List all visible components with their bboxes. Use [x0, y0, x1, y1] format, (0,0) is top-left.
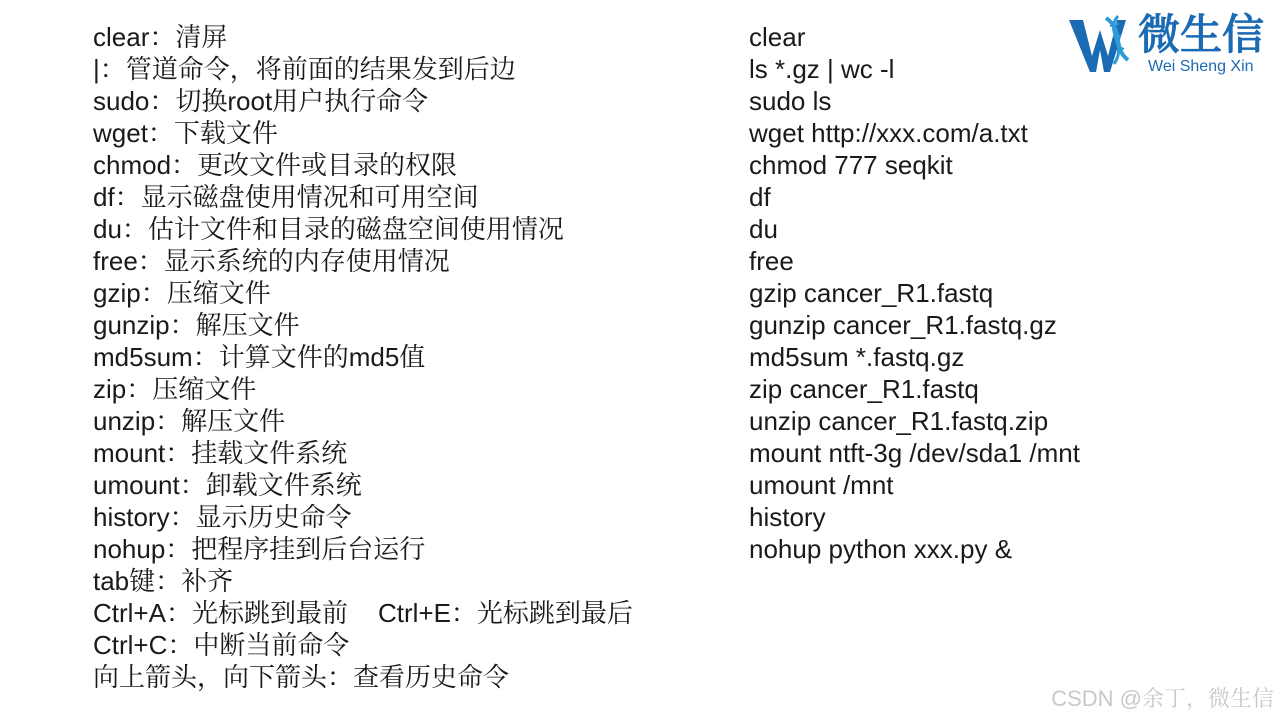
desc-wget: wget：下载文件: [93, 118, 278, 148]
desc-df: df：显示磁盘使用情况和可用空间: [93, 182, 479, 212]
cmd-df: df: [749, 182, 771, 212]
cmd-umount: umount /mnt: [749, 470, 894, 500]
desc-ctrl-shortcuts: [93, 597, 633, 629]
cmd-gunzip: gunzip cancer_R1.fastq.gz: [749, 310, 1057, 340]
desc-md5sum: md5sum：计算文件的md5值: [93, 342, 426, 372]
csdn-watermark: CSDN @余丁，微生信: [1051, 686, 1274, 711]
desc-chmod: chmod：更改文件或目录的权限: [93, 150, 458, 180]
desc-zip: zip：压缩文件: [93, 374, 257, 404]
cmd-clear: clear: [749, 22, 806, 52]
desc-clear: clear：清屏: [93, 22, 228, 52]
cmd-unzip: unzip cancer_R1.fastq.zip: [749, 406, 1049, 436]
desc-arrow-keys: 向上箭头，向下箭头：查看历史命令: [93, 662, 510, 692]
cmd-history: history: [749, 502, 826, 532]
cmd-wget: wget http://xxx.com/a.txt: [749, 118, 1028, 148]
cmd-nohup: nohup python xxx.py &: [749, 534, 1013, 564]
desc-ctrl-a: Ctrl+A：光标跳到最前: [93, 598, 348, 628]
desc-gzip: gzip：压缩文件: [93, 278, 271, 308]
desc-umount: umount：卸载文件系统: [93, 470, 362, 500]
desc-du: du：估计文件和目录的磁盘空间使用情况: [93, 214, 564, 244]
desc-nohup: nohup：把程序挂到后台运行: [93, 534, 426, 564]
cmd-pipe: ls *.gz | wc -l: [749, 54, 895, 84]
desc-mount: mount：挂载文件系统: [93, 438, 348, 468]
logo-subtitle: Wei Sheng Xin: [1148, 58, 1254, 75]
cmd-md5sum: md5sum *.fastq.gz: [749, 342, 965, 372]
description-list: [93, 21, 633, 693]
desc-ctrl-c: Ctrl+C：中断当前命令: [93, 630, 350, 660]
cmd-sudo: sudo ls: [749, 86, 832, 116]
desc-history: history：显示历史命令: [93, 502, 352, 532]
brand-logo: [1066, 10, 1272, 80]
cmd-chmod: chmod 777 seqkit: [749, 150, 953, 180]
desc-free: free：显示系统的内存使用情况: [93, 246, 450, 276]
cmd-gzip: gzip cancer_R1.fastq: [749, 278, 994, 308]
cmd-free: free: [749, 246, 794, 276]
desc-ctrl-e: Ctrl+E：光标跳到最后: [377, 598, 633, 628]
desc-unzip: unzip：解压文件: [93, 406, 286, 436]
w-dna-logo-icon: [1066, 14, 1138, 76]
cmd-zip: zip cancer_R1.fastq: [749, 374, 979, 404]
logo-title: 微生信: [1138, 11, 1265, 58]
desc-sudo: sudo：切换root用户执行命令: [93, 86, 429, 116]
command-example-list: [749, 21, 1080, 565]
cmd-mount: mount ntft-3g /dev/sda1 /mnt: [749, 438, 1080, 468]
desc-gunzip: gunzip：解压文件: [93, 310, 300, 340]
desc-pipe: |：管道命令，将前面的结果发到后边: [93, 54, 516, 84]
cmd-du: du: [749, 214, 778, 244]
desc-tab: tab键：补齐: [93, 566, 234, 596]
